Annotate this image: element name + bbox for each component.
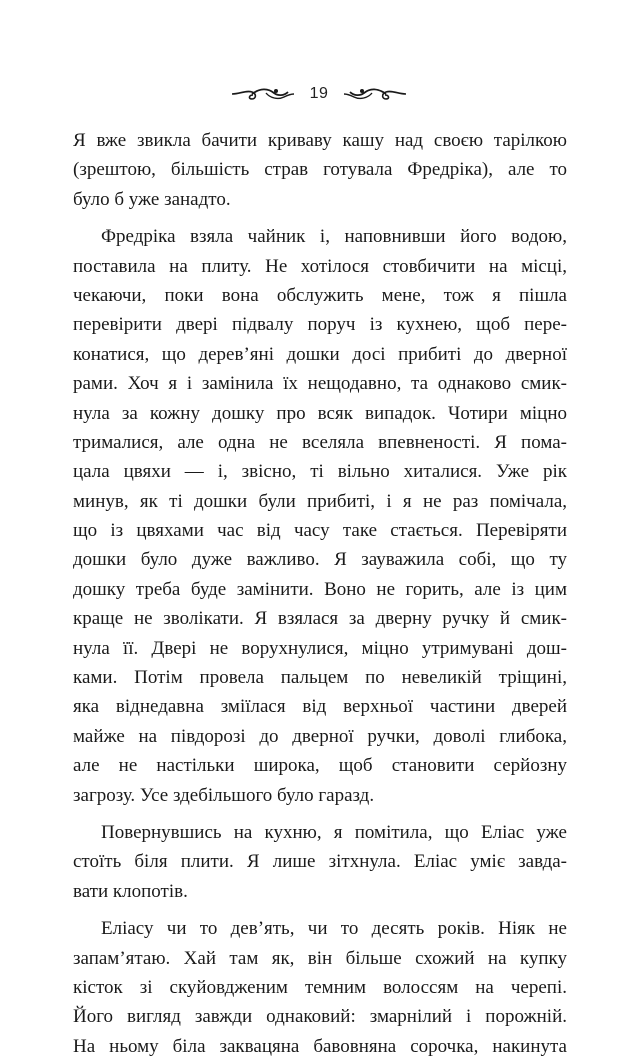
- text-line: було б уже занадто.: [73, 188, 231, 210]
- paragraph: [73, 222, 567, 810]
- paragraph: [73, 914, 567, 1061]
- text-line: Його вигляд завжди однаковий: змарнілий і порожній.: [73, 1006, 567, 1028]
- page-header: [0, 80, 638, 108]
- text-line: дошку треба буде замінити. Воно не горить, але із цим: [73, 578, 567, 600]
- text-line: нула її. Двері не ворухнулися, міцно утримувані дош-: [73, 637, 567, 659]
- text-line: дошки було дуже важливо. Я зауважила собі, що ту: [73, 549, 567, 571]
- text-line: загрозу. Усе здебільшого було гаразд.: [73, 784, 375, 806]
- text-line: вати клопотів.: [73, 880, 188, 902]
- text-line: чекаючи, поки вона обслужить мене, тож я пішла: [73, 284, 567, 306]
- text-line: нула за кожну дошку про всяк випадок. Чотири міцно: [73, 402, 567, 424]
- text-line: минув, як ті дошки були прибиті, і я не раз помічала,: [73, 490, 567, 512]
- text-line: кісток зі скуйовдженим темним волоссям на черепі.: [73, 976, 567, 998]
- text-line: запам’ятаю. Хай там як, він більше схожий на купку: [73, 947, 567, 969]
- text-line: стоїть біля плити. Я лише зітхнула. Еліас уміє завда-: [73, 851, 567, 873]
- right-flourish-ornament-icon: [342, 84, 408, 104]
- text-line: рами. Хоч я і замінила їх нещодавно, та однаково смик-: [73, 373, 567, 395]
- text-line: але не настільки широка, щоб становити серйозну: [73, 755, 567, 777]
- text-line: ками. Потім провела пальцем по невеликій тріщині,: [73, 667, 567, 689]
- paragraph: [73, 126, 567, 214]
- paragraph: [73, 818, 567, 906]
- text-line: Я вже звикла бачити криваву кашу над своєю тарілкою: [73, 130, 567, 151]
- text-line: перевірити двері підвалу поруч із кухнею, щоб пере-: [73, 314, 567, 336]
- text-line: Еліасу чи то дев’ять, чи то десять років. Ніяк не: [101, 918, 567, 940]
- text-line: майже на півдорозі до дверної ручки, доволі глибока,: [73, 725, 567, 747]
- text-line: яка віднедавна зміїлася від верхньої частини дверей: [73, 696, 567, 718]
- text-line: (зрештою, більшість страв готувала Фредріка), але то: [73, 159, 567, 181]
- text-line: На ньому біла заквацяна бавовняна сорочка, накинута: [73, 1035, 567, 1057]
- left-flourish-ornament-icon: [230, 84, 296, 104]
- text-line: конатися, що дерев’яні дошки досі прибиті до дверної: [73, 343, 567, 365]
- text-line: що із цвяхами час від часу таке стається. Перевіряти: [73, 520, 567, 542]
- text-line: краще не зволікати. Я взялася за дверну ручку й смик-: [73, 608, 567, 630]
- text-line: цала цвяхи — і, звісно, ті вільно хиталися. Уже рік: [73, 461, 567, 483]
- body-text: [73, 126, 567, 1061]
- text-line: Фредріка взяла чайник і, наповнивши його водою,: [101, 226, 567, 248]
- text-line: трималися, але одна не вселяла впевненості. Я пома-: [73, 431, 567, 453]
- page-number: 19: [309, 85, 329, 102]
- text-line: Повернувшись на кухню, я помітила, що Еліас уже: [101, 821, 567, 843]
- text-line: поставила на плиту. Не хотілося стовбичити на місці,: [73, 255, 567, 277]
